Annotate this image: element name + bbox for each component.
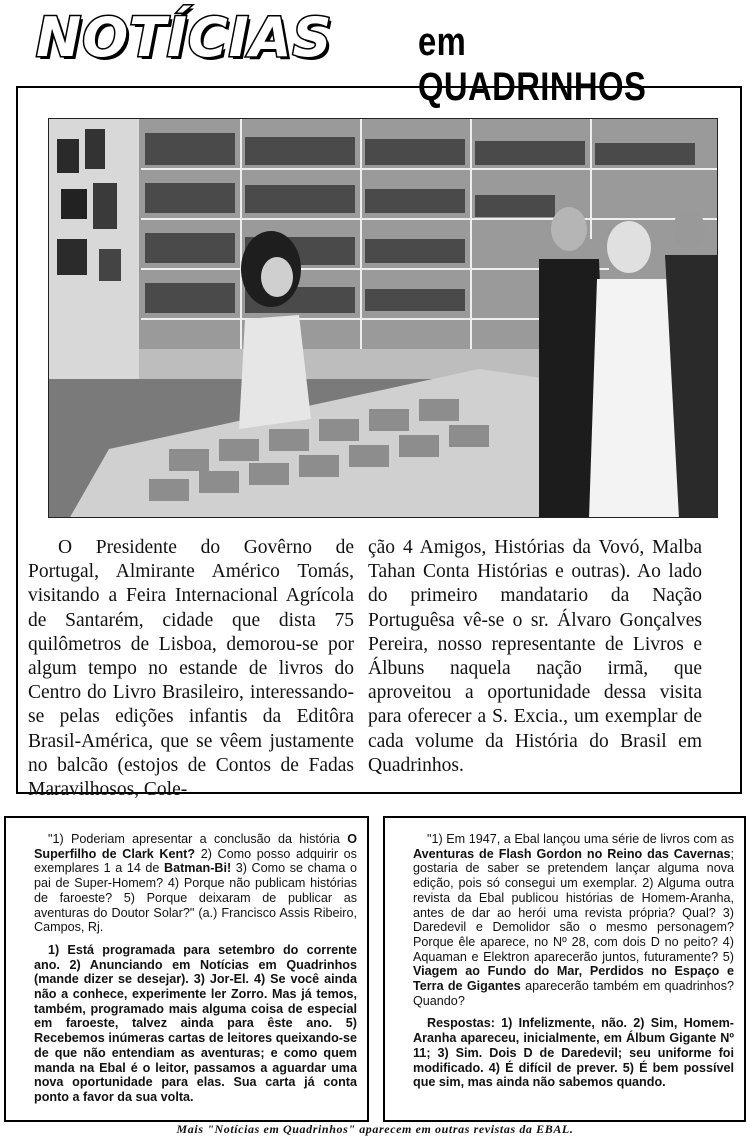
article-paragraph-1: O Presidente do Govêrno de Portugal, Almirante Américo Tomás, visitando a Feira Internacional Agrícola de Santarém, cidade que dista 75 quilômetros de Lisboa, demorou-se por algum tempo no estande de livros do Centro do Livro Brasileiro, interessando-se pelas edições infantis da Editôra Brasil-América, que se vêem justamente no balcão (estojos de Contos de Fadas Maravilhosos, Cole- (28, 537, 354, 801)
bookstand-photo (48, 118, 718, 518)
letter-left-question (34, 832, 357, 935)
letter-right-question (413, 832, 734, 1008)
reader-letter-right (383, 816, 746, 1122)
letter-right-content (413, 832, 734, 1098)
letter-left-q2-bold: Batman-Bi! (164, 861, 232, 876)
letter-left-q2: 2) Como posso adquirir os exemplares 1 a 14 de (34, 846, 357, 876)
article-column-1 (28, 536, 354, 802)
article-paragraph-2: ção 4 Amigos, Histórias da Vovó, Malba Tahan Conta Histórias e outras). Ao lado do primeiro mandatario da Nação Portuguêsa vê-se o sr. Álvaro Gonçalves Pereira, nosso representante de Livros e Álbuns naquela nação irmã, que aproveitou a oportunidade dessa visita para oferecer a S. Excia., um exemplar de cada volume da História do Brasil em Quadrinhos. (368, 537, 702, 776)
article-column-2 (368, 536, 702, 778)
masthead-title-em-quadrinhos: em QUADRINHOS (418, 20, 647, 109)
letter-left-q1: "1) Poderiam apresentar a conclusão da história (48, 832, 348, 846)
photo-illustration (49, 119, 718, 518)
footer-note: Mais "Notícias em Quadrinhos" aparecem em outras revistas da EBAL. (176, 1122, 574, 1136)
letter-right-q2: ; gostaria de saber se pretendem lançar alguma nova edição, pois só consegui um exemplar. 2) Alguma outra revista da Ebal publicou histórias de Homem-Aranha, antes de dar ao herói uma revista própria? Qual? 3) Daredevil e Demolidor são o mesmo personagem? Porque êle aparece, no Nº 28, com dois D no peito? 4) Aquaman e Elektron aparecerão juntos, futuramente? 5) (413, 846, 734, 964)
letter-left-content (34, 832, 357, 1113)
letter-right-q1: "1) Em 1947, a Ebal lançou uma série de livros com as (427, 832, 734, 846)
masthead-title-noticias: NOTÍCIAS (36, 6, 333, 69)
letter-right-q3: aparecerão também em quadrinhos? Quando? (413, 979, 734, 1008)
letter-right-q1-bold: Aventuras de Flash Gordon no Reino das Cavernas (413, 846, 731, 861)
masthead (0, 0, 750, 109)
letter-right-answer: Respostas: 1) Infelizmente, não. 2) Sim, Homem-Aranha apareceu, inicialmente, em Álbum Gigante Nº 11; 3) Sim. Dois D de Daredevil; seu uniforme foi modificado. 4) É difícil de prever. 5) É bem possível que sim, mas ainda não sabemos quando. (413, 1016, 734, 1090)
letter-left-q1-bold: O Superfilho de Clark Kent? (34, 832, 357, 861)
letter-left-answer: 1) Está programada para setembro do corrente ano. 2) Anunciando em Notícias em Quadrinhos (mande dizer se desejar). 3) Jor-El. 4) Se você ainda não a conhece, experimente ler Zorro. Mas já temos, também, programado mais alguma coisa de especial em faroeste, talvez ainda para êste ano. 5) Recebemos inúmeras cartas de leitores queixando-se de que não entendiam as aventuras; e como quem manda na Ebal é o leitor, passamos a aguardar uma nova oportunidade para elas. Sua carta já conta ponto a favor da sua volta. (34, 942, 357, 1104)
letter-left-q3: 3) Como se chama o pai de Super-Homem? 4) Porque não publicam histórias de faroeste? 5) Porque deixaram de publicar as aventuras do Doutor Solar?" (a.) Francisco Assis Ribeiro, Campos, Rj. (34, 861, 357, 935)
reader-letter-left (4, 816, 369, 1122)
letter-right-q2-bold: Viagem ao Fundo do Mar, Perdidos no Espaço e Terra de Gigantes (413, 964, 734, 994)
news-frame (16, 86, 742, 801)
